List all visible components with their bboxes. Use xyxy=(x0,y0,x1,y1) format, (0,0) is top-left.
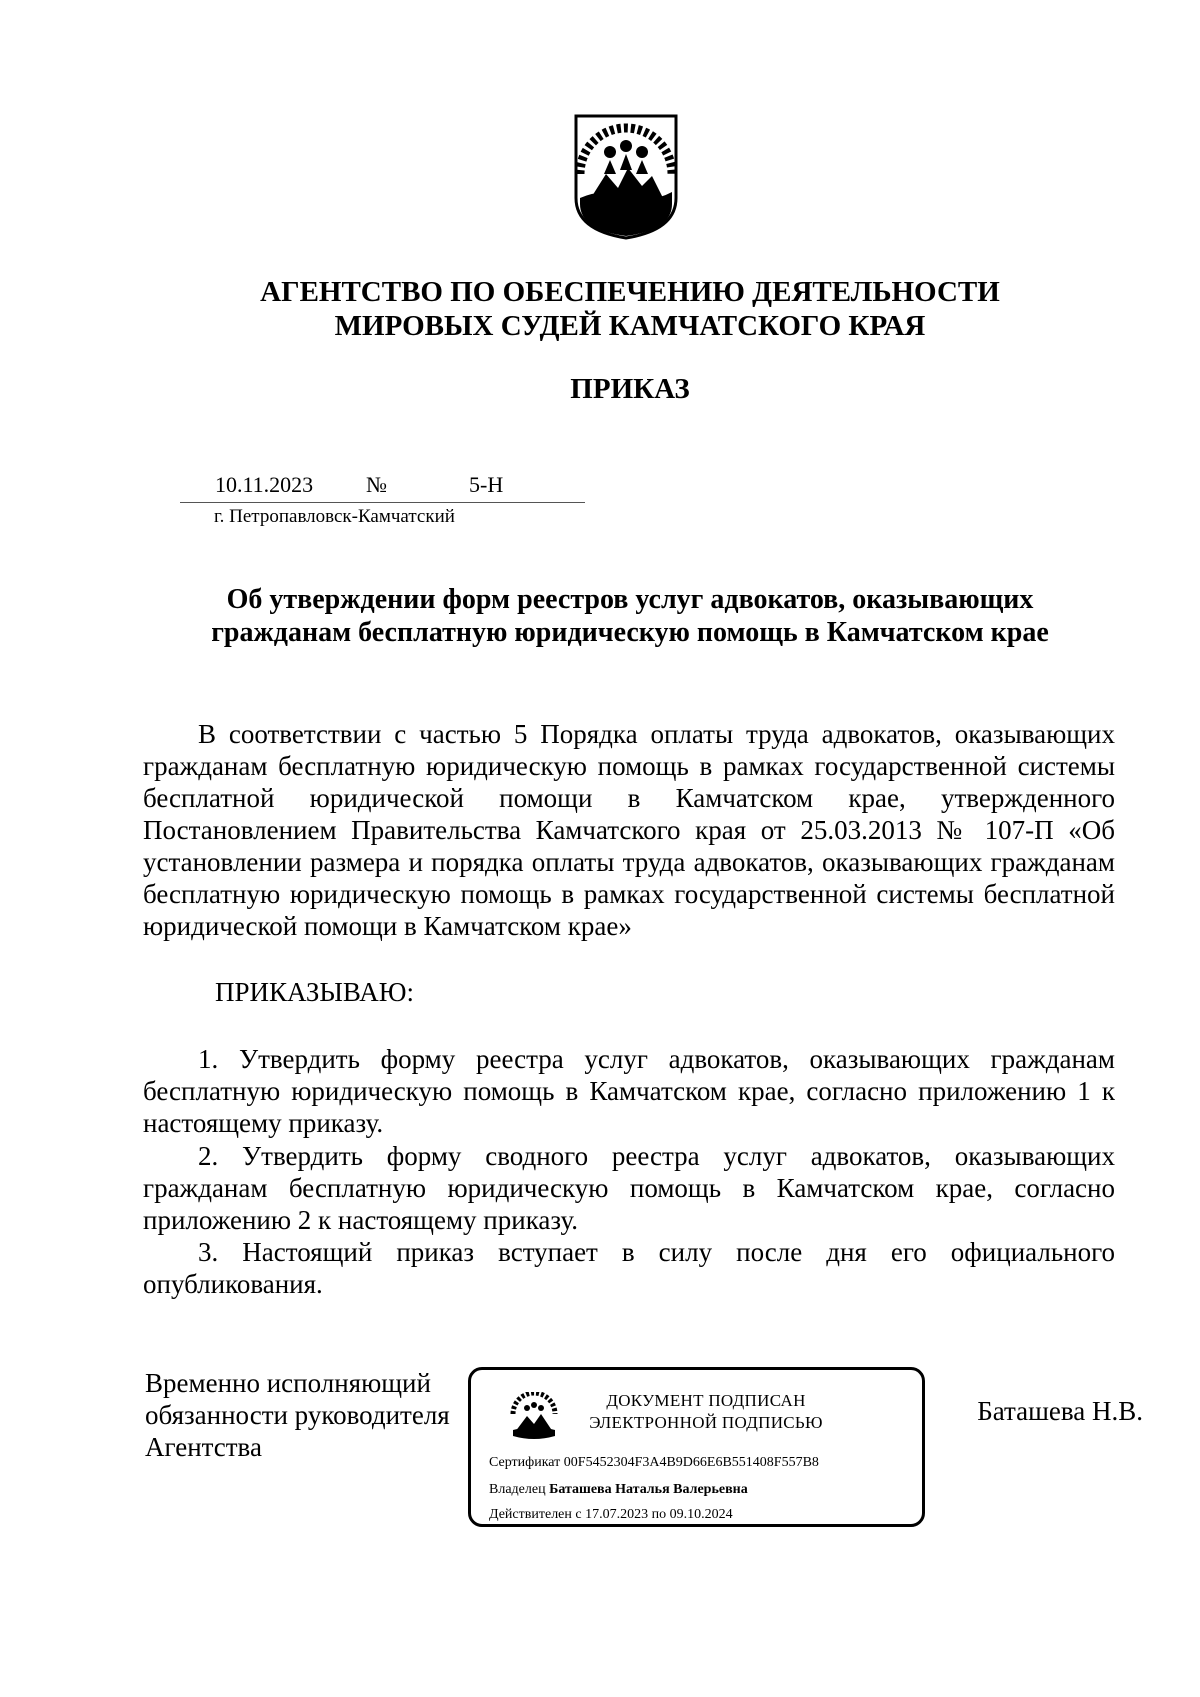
signer-position-line1: Временно исполняющий xyxy=(145,1368,431,1398)
date-number-line xyxy=(180,472,585,503)
document-subject xyxy=(0,583,1200,649)
document-number: 5-Н xyxy=(469,472,504,497)
number-sign: № xyxy=(366,472,387,497)
order-item-1: 1. Утвердить форму реестра услуг адвокатов, оказывающих гражданам бесплатную юридическую помощь в Камчатском крае, согласно приложению 1 к настоящему приказу. xyxy=(143,1044,1115,1138)
signer-position xyxy=(145,1367,450,1463)
stamp-certificate xyxy=(489,1455,819,1471)
coat-of-arms-icon xyxy=(572,112,680,240)
certificate-label: Сертификат xyxy=(489,1455,561,1470)
valid-from-label: с xyxy=(575,1507,582,1522)
coat-of-arms-small-icon xyxy=(509,1392,559,1442)
valid-label: Действителен xyxy=(489,1507,572,1522)
document-date: 10.11.2023 xyxy=(215,472,314,497)
agency-name xyxy=(0,275,1200,343)
order-item-3: 3. Настоящий приказ вступает в силу после дня его официального опубликования. xyxy=(143,1237,1115,1299)
stamp-title-line1: ДОКУМЕНТ ПОДПИСАН xyxy=(606,1391,806,1410)
stamp-validity xyxy=(489,1507,733,1523)
subject-line2: гражданам бесплатную юридическую помощь в Камчатском крае xyxy=(211,617,1049,648)
document-city: г. Петропавловск-Камчатский xyxy=(214,506,455,527)
stamp-title-line2: ЭЛЕКТРОННОЙ ПОДПИСЬЮ xyxy=(589,1413,823,1432)
stamp-owner xyxy=(489,1482,748,1498)
intro-paragraph: В соответствии с частью 5 Порядка оплаты труда адвокатов, оказывающих гражданам бесплатную юридическую помощь в рамках государственной системы бесплатной юридической помощи в Камчатском крае, утвержденного Постановлением Правительства Камчатского края от 25.03.2013 № 107-П «Об установлении размера и порядка оплаты труда адвокатов, оказывающих гражданам бесплатную юридическую помощь в рамках государственной системы бесплатной юридической помощи в Камчатском крае» xyxy=(143,719,1115,941)
valid-from: 17.07.2023 xyxy=(585,1507,649,1522)
order-item-2: 2. Утвердить форму сводного реестра услуг адвокатов, оказывающих гражданам бесплатную юридическую помощь в Камчатском крае, согласно приложению 2 к настоящему приказу. xyxy=(143,1141,1115,1235)
subject-line1: Об утверждении форм реестров услуг адвокатов, оказывающих xyxy=(226,584,1034,615)
stamp-title xyxy=(586,1390,826,1434)
certificate-value: 00F5452304F3A4B9D66E6B551408F557B8 xyxy=(563,1455,819,1470)
valid-to: 09.10.2024 xyxy=(669,1507,733,1522)
signer-position-line3: Агентства xyxy=(145,1432,262,1462)
agency-name-line1: АГЕНТСТВО ПО ОБЕСПЕЧЕНИЮ ДЕЯТЕЛЬНОСТИ xyxy=(260,276,1000,308)
valid-to-label: по xyxy=(651,1507,667,1522)
order-word: ПРИКАЗЫВАЮ: xyxy=(215,977,414,1007)
signer-name: Баташева Н.В. xyxy=(977,1396,1143,1426)
signer-position-line2: обязанности руководителя xyxy=(145,1400,450,1430)
electronic-signature-stamp xyxy=(468,1367,925,1527)
document-type: ПРИКАЗ xyxy=(570,373,690,405)
owner-value: Баташева Наталья Валерьевна xyxy=(549,1482,748,1497)
owner-label: Владелец xyxy=(489,1482,546,1497)
agency-name-line2: МИРОВЫХ СУДЕЙ КАМЧАТСКОГО КРАЯ xyxy=(334,310,926,342)
